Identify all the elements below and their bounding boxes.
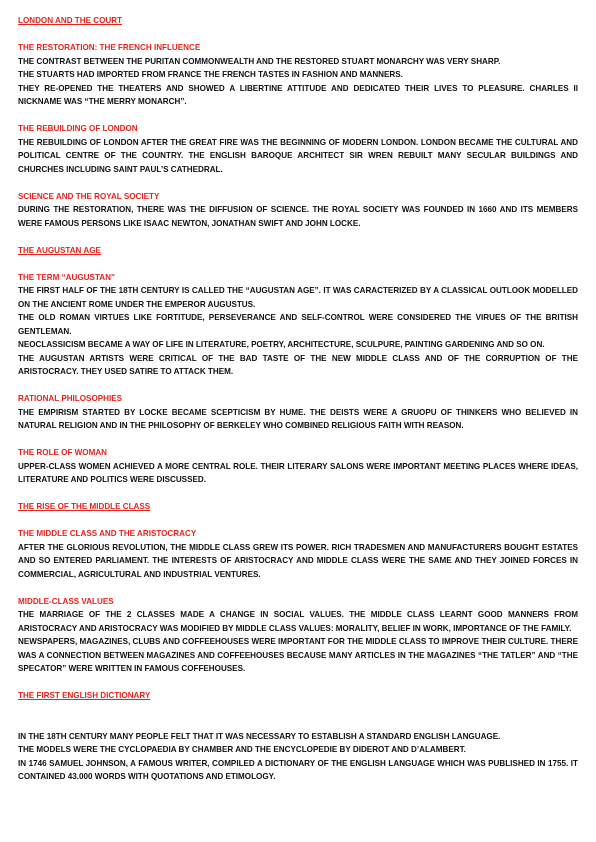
paragraph: AFTER THE GLORIOUS REVOLUTION, THE MIDDLE CLASS GREW ITS POWER. RICH TRADESMEN AND MANUFACTURERS BOUGHT ESTATES AND SO ENTERED PARLIAMENT. THE INTERESTS OF ARISTOCRACY AND MIDDLE CLASS WERE THE SAME AND THEY JOINED FORCES IN COMMERCIAL, AGRICULTURAL AND INDUSTRIAL VENTURES. — [18, 542, 578, 579]
paragraph: THEY RE-OPENED THE THEATERS AND SHOWED A LIBERTINE ATTITUDE AND DEDICATED THEIR LIVES TO PLEASURE. CHARLES II NICKNAME WAS “THE MERRY MONARCH”. — [18, 83, 578, 106]
spacer — [18, 514, 578, 528]
spacer — [18, 109, 578, 123]
paragraph: DURING THE RESTORATION, THERE WAS THE DIFFUSION OF SCIENCE. THE ROYAL SOCIETY WAS FOUNDED IN 1660 AND ITS MEMBERS WERE FAMOUS PERSONS LIKE ISAAC NEWTON, JONATHAN SWIFT AND JOHN LOCKE. — [18, 205, 578, 228]
paragraph: IN 1746 SAMUEL JOHNSON, A FAMOUS WRITER, COMPILED A DICTIONARY OF THE ENGLISH LANGUAGE WHICH WAS PUBLISHED IN 1755. IT CONTAINED 43.000 WORDS WITH QUOTATIONS AND ETIMOLOGY. — [18, 758, 578, 781]
spacer — [18, 230, 578, 244]
subheading-science: SCIENCE AND THE ROYAL SOCIETY — [18, 191, 160, 201]
paragraph: THE AUGUSTAN ARTISTS WERE CRITICAL OF THE BAD TASTE OF THE NEW MIDDLE CLASS AND OF THE CORRUPTION OF THE ARISTOCRACY. THEY USED SATIRE TO ATTACK THEM. — [18, 353, 578, 376]
spacer — [18, 433, 578, 447]
paragraph: THE REBUILDING OF LONDON AFTER THE GREAT FIRE WAS THE BEGINNING OF MODERN LONDON. LONDON BECAME THE CULTURAL AND POLITICAL CENTRE OF THE COUNTRY. THE ENGLISH BAROQUE ARCHITECT SIR WREN REBUILT MANY SECULAR BUILDINGS AND CHURCHES INCLUDING SAINT PAUL’S CATHEDRAL. — [18, 137, 578, 174]
spacer — [18, 676, 578, 690]
spacer — [18, 716, 578, 730]
paragraph: THE CONTRAST BETWEEN THE PURITAN COMMONWEALTH AND THE RESTORED STUART MONARCHY WAS VERY SHARP. — [18, 56, 501, 66]
paragraph: THE MODELS WERE THE CYCLOPAEDIA BY CHAMBER AND THE ENCYCLOPEDIE BY DIDEROT AND D’ALAMBERT. — [18, 745, 466, 754]
spacer — [18, 257, 578, 271]
subheading-rebuilding: THE REBUILDING OF LONDON — [18, 124, 138, 133]
subheading-term-augustan: THE TERM “AUGUSTAN” — [18, 272, 115, 282]
spacer — [18, 703, 578, 717]
section-heading-augustan: THE AUGUSTAN AGE — [18, 245, 101, 255]
section-heading-london: LONDON AND THE COURT — [18, 16, 123, 25]
paragraph: THE STUARTS HAD IMPORTED FROM FRANCE THE FRENCH TASTES IN FASHION AND MANNERS. — [18, 70, 403, 79]
spacer — [18, 379, 578, 393]
paragraph: NEWSPAPERS, MAGAZINES, CLUBS AND COFFEEHOUSES WERE IMPORTANT FOR THE MIDDLE CLASS TO IMPROVE THEIR CULTURE. THERE WAS A CONNECTION BETWEEN MAGAZINES AND COFFEEHOUSES BECAUSE MANY ARTICLES IN THE MAGAZINES “THE TATLER” AND “THE SPECATOR” WERE WRITTEN IN FAMOUS COFFEHOUSES. — [18, 637, 578, 673]
subheading-values: MIDDLE-CLASS VALUES — [18, 596, 114, 606]
spacer — [18, 176, 578, 190]
spacer — [18, 28, 578, 42]
paragraph: NEOCLASSICISM BECAME A WAY OF LIFE IN LITERATURE, POETRY, ARCHITECTURE, SCULPURE, PAINTING GARDENING AND SO ON. — [18, 340, 545, 349]
paragraph: THE EMPIRISM STARTED BY LOCKE BECAME SCEPTICISM BY HUME. THE DEISTS WERE A GRUOPU OF THINKERS WHO BELIEVED IN NATURAL RELIGION AND IN THE PHILOSOPHY OF BERKELEY WHO COMBINED RELIGIOUS FAITH WITH REASON. — [18, 407, 578, 430]
paragraph: THE MARRIAGE OF THE 2 CLASSES MADE A CHANGE IN SOCIAL VALUES. THE MIDDLE CLASS LEARNT GOOD MANNERS FROM ARISTOCRACY AND ARISTOCRACY WAS MODIFIED BY MIDDLE CLASS VALUES: MORALITY, BELIEF IN WORK, IMPORTANCE OF THE FAMILY. — [18, 610, 578, 633]
subheading-restoration: THE RESTORATION: THE FRENCH INFLUENCE — [18, 43, 201, 52]
paragraph: THE FIRST HALF OF THE 18TH CENTURY IS CALLED THE “AUGUSTAN AGE”. IT WAS CARACTERIZED BY A CLASSICAL OUTLOOK MODELLED ON THE ANCIENT ROME UNDER THE EMPEROR AUGUSTUS. — [18, 286, 578, 309]
subheading-woman: THE ROLE OF WOMAN — [18, 448, 108, 457]
section-heading-dictionary: THE FIRST ENGLISH DICTIONARY — [18, 691, 151, 700]
paragraph: THE OLD ROMAN VIRTUES LIKE FORTITUDE, PERSEVERANCE AND SELF-CONTROL WERE CONSIDERED THE VIRUES OF THE BRITISH GENTLEMAN. — [18, 313, 578, 336]
paragraph: UPPER-CLASS WOMEN ACHIEVED A MORE CENTRAL ROLE. THEIR LITERARY SALONS WERE IMPORTANT MEETING PLACES WHERE IDEAS, LITERATURE AND POLITICS WERE DISCUSSED. — [18, 461, 578, 484]
spacer — [18, 581, 578, 595]
section-heading-middle-class: THE RISE OF THE MIDDLE CLASS — [18, 502, 151, 511]
subheading-rational: RATIONAL PHILOSOPHIES — [18, 394, 123, 403]
spacer — [18, 487, 578, 501]
subheading-aristocracy: THE MIDDLE CLASS AND THE ARISTOCRACY — [18, 529, 197, 538]
paragraph: IN THE 18TH CENTURY MANY PEOPLE FELT THAT IT WAS NECESSARY TO ESTABLISH A STANDARD ENGLISH LANGUAGE. — [18, 731, 501, 741]
